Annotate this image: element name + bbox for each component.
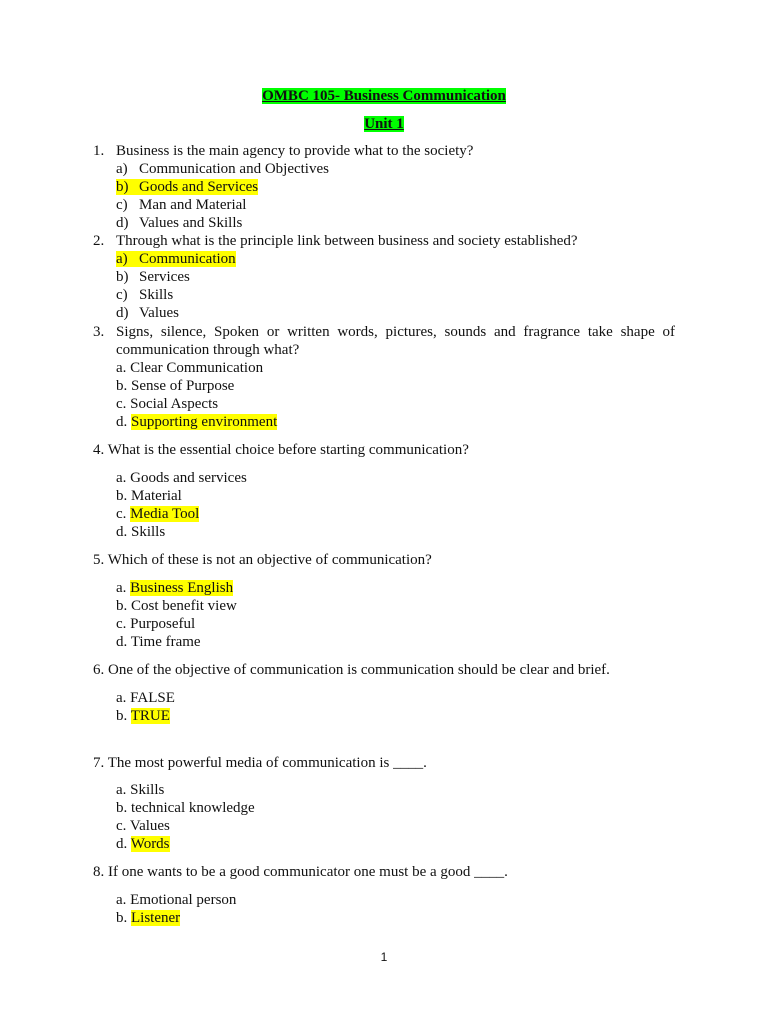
option-list-item: a) Communication and Objectives — [116, 161, 329, 177]
option-list-item-answer: c. Media Tool — [116, 506, 200, 522]
option-list-item: a. Emotional person — [116, 892, 237, 908]
question-2: 2. Through what is the principle link between business and society established? — [93, 233, 578, 249]
question-3-text-line2: communication through what? — [116, 342, 300, 358]
option-list-item: a. FALSE — [116, 690, 175, 706]
option-list-item: c. Social Aspects — [116, 396, 219, 412]
option-list-item: c. Purposeful — [116, 616, 196, 632]
option-list-item: c) Man and Material — [116, 197, 247, 213]
option-list-item: a. Goods and services — [116, 470, 247, 486]
option-list-item: b. Cost benefit view — [116, 598, 237, 614]
option-list-item: b. Material — [116, 488, 182, 504]
option-list-item: d. Skills — [116, 524, 166, 540]
option-list-item-answer: b) Goods and Services — [116, 179, 259, 195]
option-list-item: a. Clear Communication — [116, 360, 264, 376]
unit-heading: Unit 1 — [364, 116, 404, 132]
option-list-item: c) Skills — [116, 287, 174, 303]
question-3: 3. — [93, 324, 105, 340]
page-number: 1 — [380, 950, 388, 964]
option-list-item: d. Time frame — [116, 634, 201, 650]
option-list-item-answer: b. TRUE — [116, 708, 170, 724]
option-list-item: c. Values — [116, 818, 170, 834]
option-list-item-answer: d. Supporting environment — [116, 414, 278, 430]
question-7: 7. The most powerful media of communication is ____. — [93, 755, 427, 771]
option-list-item-answer: d. Words — [116, 836, 170, 852]
question-5: 5. Which of these is not an objective of communication? — [93, 552, 432, 568]
question-3-text-line1: Signs, silence, Spoken or written words, pictures, sounds and fragrance take shape of — [116, 324, 675, 340]
option-list-item: d) Values and Skills — [116, 215, 243, 231]
question-8: 8. If one wants to be a good communicator one must be a good ____. — [93, 864, 508, 880]
question-6: 6. One of the objective of communication is communication should be clear and brief. — [93, 662, 610, 678]
question-1: 1. Business is the main agency to provide what to the society? — [93, 143, 474, 159]
option-list-item: b) Services — [116, 269, 190, 285]
option-list-item: b. Sense of Purpose — [116, 378, 235, 394]
question-4: 4. What is the essential choice before starting communication? — [93, 442, 469, 458]
option-list-item: d) Values — [116, 305, 179, 321]
option-list-item: b. technical knowledge — [116, 800, 255, 816]
option-list-item: a. Skills — [116, 782, 165, 798]
option-list-item-answer: a) Communication — [116, 251, 236, 267]
option-list-item-answer: a. Business English — [116, 580, 234, 596]
option-list-item-answer: b. Listener — [116, 910, 181, 926]
document-title: OMBC 105- Business Communication — [262, 88, 506, 104]
